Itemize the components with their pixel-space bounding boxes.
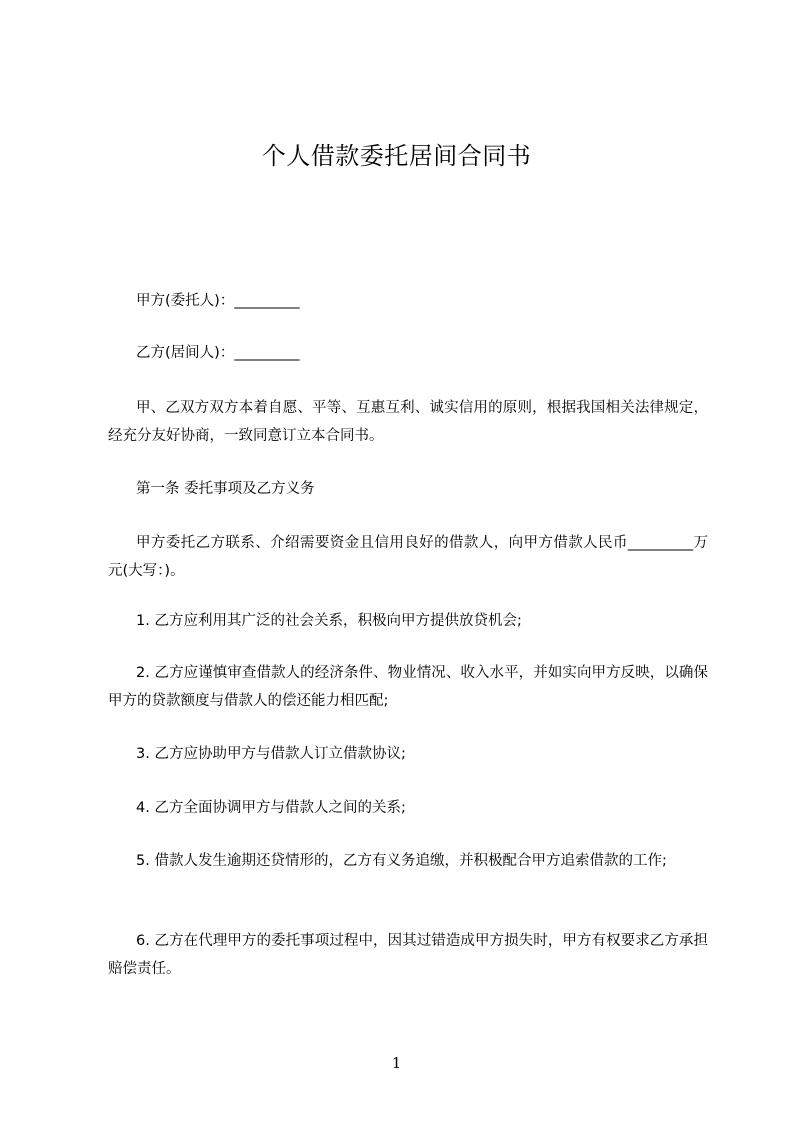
list-item-6: 6. 乙方在代理甲方的委托事项过程中，因其过错造成甲方损失时，甲方有权要求乙方承担赔偿责任。 xyxy=(108,933,708,977)
page-number: 1 xyxy=(391,1054,402,1072)
list-item-5: 5. 借款人发生逾期还贷情形的，乙方有义务追缴，并积极配合甲方追索借款的工作; xyxy=(136,853,667,869)
party-a-line: 甲方(委托人)：_________ xyxy=(136,293,300,309)
article-1-intro: 甲方委托乙方联系、介绍需要资金且信用良好的借款人，向甲方借款人民币_________万元(大写：)。 xyxy=(108,535,708,579)
document-title: 个人借款委托居间合同书 xyxy=(261,142,532,170)
list-item-2: 2. 乙方应谨慎审查借款人的经济条件、物业情况、收入水平，并如实向甲方反映，以确保甲方的贷款额度与借款人的偿还能力相匹配; xyxy=(108,665,708,709)
list-item-1: 1. 乙方应利用其广泛的社会关系，积极向甲方提供放贷机会; xyxy=(136,613,522,629)
preamble-paragraph: 甲、乙双方双方本着自愿、平等、互惠互利、诚实信用的原则，根据我国相关法律规定，经充分友好协商，一致同意订立本合同书。 xyxy=(108,400,708,444)
party-b-line: 乙方(居间人)：_________ xyxy=(136,345,300,361)
list-item-3: 3. 乙方应协助甲方与借款人订立借款协议; xyxy=(136,746,406,762)
article-1-heading: 第一条 委托事项及乙方义务 xyxy=(136,481,315,497)
list-item-4: 4. 乙方全面协调甲方与借款人之间的关系; xyxy=(136,800,406,816)
